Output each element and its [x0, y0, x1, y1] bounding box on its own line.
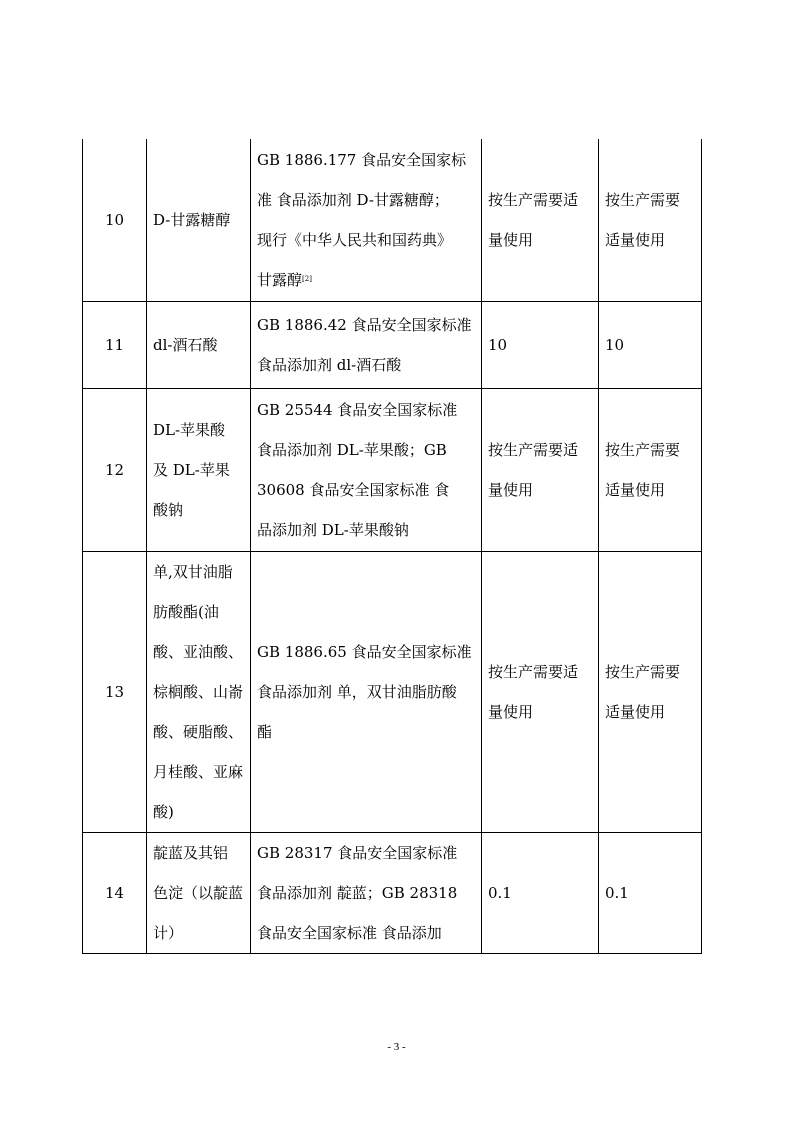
usage-limit-cell: 0.1 — [482, 832, 599, 953]
additive-name: dl-酒石酸 — [147, 301, 251, 388]
standard-cell: GB 1886.65 食品安全国家标准 食品添加剂 单，双甘油脂肪酸 酯 — [251, 551, 482, 832]
row-number: 11 — [83, 301, 147, 388]
usage-limit-cell: 10 — [482, 301, 599, 388]
additive-name: 单,双甘油脂 肪酸酯(油 酸、亚油酸、 棕榈酸、山嵛 酸、硬脂酸、 月桂酸、亚麻 酸) — [147, 551, 251, 832]
standard-cell: GB 1886.42 食品安全国家标准 食品添加剂 dl-酒石酸 — [251, 301, 482, 388]
usage-limit-cell-2: 按生产需要 适量使用 — [599, 139, 702, 301]
table-row — [83, 139, 702, 301]
usage-limit-cell-2: 按生产需要 适量使用 — [599, 551, 702, 832]
standard-cell: GB 28317 食品安全国家标准 食品添加剂 靛蓝；GB 28318 食品安全国家标准 食品添加 — [251, 832, 482, 953]
usage-limit-cell-2: 10 — [599, 301, 702, 388]
row-number: 12 — [83, 388, 147, 551]
table-row — [83, 388, 702, 551]
additives-table — [82, 139, 702, 954]
usage-limit-cell: 按生产需要适 量使用 — [482, 139, 599, 301]
table-row — [83, 832, 702, 953]
row-number: 13 — [83, 551, 147, 832]
footnote-ref: [2] — [302, 274, 312, 283]
standard-cell: GB 25544 食品安全国家标准 食品添加剂 DL-苹果酸；GB 30608 食品安全国家标准 食 品添加剂 DL-苹果酸钠 — [251, 388, 482, 551]
page-number: - 3 - — [387, 1041, 406, 1053]
usage-limit-cell-2: 按生产需要 适量使用 — [599, 388, 702, 551]
usage-limit-cell: 按生产需要适 量使用 — [482, 551, 599, 832]
table-row — [83, 551, 702, 832]
row-number: 14 — [83, 832, 147, 953]
row-number: 10 — [83, 139, 147, 301]
standard-cell: GB 1886.177 食品安全国家标 准 食品添加剂 D-甘露糖醇； 现行《中华人民共和国药典》 甘露醇[2] — [251, 139, 482, 301]
usage-limit-cell: 按生产需要适 量使用 — [482, 388, 599, 551]
additive-name: D-甘露糖醇 — [147, 139, 251, 301]
additive-name: 靛蓝及其铝 色淀（以靛蓝 计） — [147, 832, 251, 953]
table-row — [83, 301, 702, 388]
additive-name: DL-苹果酸 及 DL-苹果 酸钠 — [147, 388, 251, 551]
usage-limit-cell-2: 0.1 — [599, 832, 702, 953]
